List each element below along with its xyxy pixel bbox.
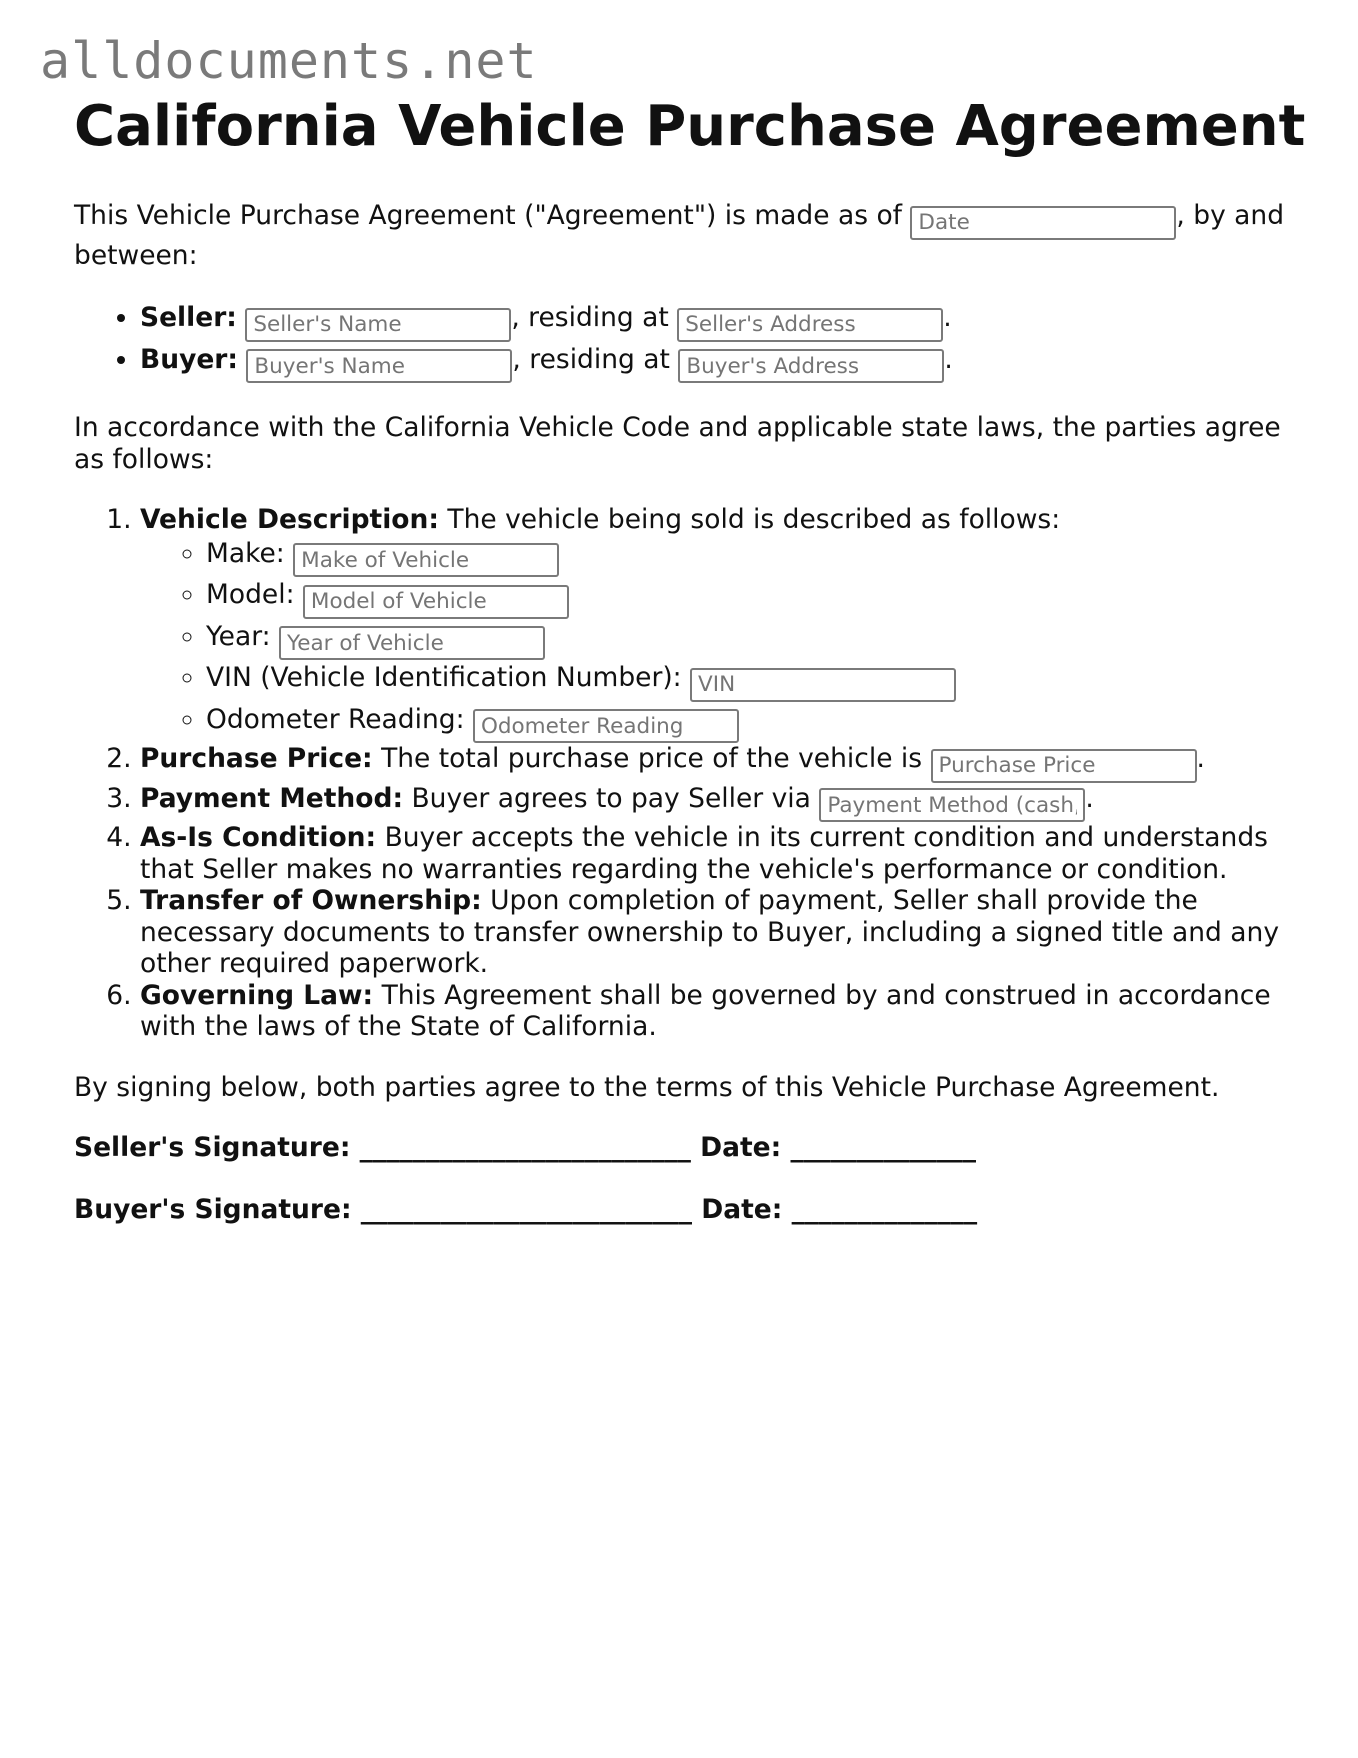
seller-label: Seller: (140, 302, 237, 333)
model-label: Model: (206, 579, 303, 610)
law-label: Governing Law: (140, 979, 374, 1011)
asis-text: Buyer accepts the vehicle in its current condition and understands that Seller makes no warranties regarding the vehicle's performance or condition. (140, 822, 1268, 885)
term-as-is-condition (140, 822, 1304, 885)
seller-item (140, 300, 1304, 342)
buyer-name-field[interactable] (246, 349, 512, 383)
seller-residing-text: , residing at (511, 302, 678, 333)
intro-paragraph (74, 200, 1304, 271)
closing-paragraph: By signing below, both parties agree to the terms of this Vehicle Purchase Agreement. (74, 1071, 1220, 1103)
purchase-price-field[interactable] (931, 749, 1197, 783)
vehicle-vin-field[interactable] (690, 668, 956, 702)
payment-text: Buyer agrees to pay Seller via (403, 782, 820, 814)
intro-text-end: , by and between: (74, 200, 1285, 271)
term-transfer-ownership (140, 885, 1304, 980)
vehicle-odometer-field[interactable] (473, 709, 739, 743)
price-text: The total purchase price of the vehicle is (372, 743, 931, 774)
transfer-text: Upon completion of payment, Seller shall provide the necessary documents to transfer ownership to Buyer, including a signed title and any other required paperwork. (140, 885, 1280, 979)
price-end-punct: . (1196, 743, 1205, 774)
document-title: California Vehicle Purchase Agreement (74, 94, 1306, 159)
law-text: This Agreement shall be governed by and construed in accordance with the laws of the State of California. (140, 979, 1271, 1042)
payment-label: Payment Method: (140, 782, 404, 814)
seller-address-field[interactable] (677, 308, 943, 342)
agreement-date-field[interactable] (910, 206, 1176, 240)
buyer-residing-text: , residing at (512, 343, 679, 375)
terms-list (74, 504, 1304, 1043)
vehicle-model-item (206, 577, 1304, 619)
asis-label: As-Is Condition: (140, 822, 377, 853)
vehicle-desc-text: The vehicle being sold is described as follows: (438, 504, 1061, 535)
watermark: alldocuments.net (40, 32, 538, 90)
vehicle-details-list (140, 536, 1304, 744)
seller-name-field[interactable] (245, 308, 511, 342)
odometer-label: Odometer Reading: (206, 703, 473, 735)
vehicle-odometer-item (206, 702, 1304, 744)
payment-method-field[interactable] (819, 788, 1085, 822)
buyer-label: Buyer: (140, 343, 238, 375)
intro-text: This Vehicle Purchase Agreement ("Agreement") is made as of (74, 200, 911, 231)
term-governing-law (140, 980, 1304, 1043)
price-label: Purchase Price: (140, 743, 373, 774)
term-vehicle-description (140, 504, 1304, 743)
make-label: Make: (206, 537, 294, 569)
buyer-address-field[interactable] (678, 349, 944, 383)
term-purchase-price (140, 743, 1304, 783)
buyer-item (140, 342, 1304, 384)
vehicle-make-field[interactable] (293, 543, 559, 577)
payment-end-punct: . (1085, 782, 1094, 814)
seller-end-punct: . (943, 302, 952, 333)
buyer-end-punct: . (944, 343, 953, 375)
vehicle-vin-item (206, 660, 1304, 702)
buyer-signature-line: Buyer's Signature: _________________________ Date: ______________ (74, 1193, 978, 1225)
vin-label: VIN (Vehicle Identification Number): (206, 662, 691, 693)
seller-signature-line: Seller's Signature: _________________________ Date: ______________ (74, 1132, 976, 1163)
vehicle-make-item (206, 536, 1304, 578)
parties-list (74, 300, 1304, 383)
vehicle-year-field[interactable] (279, 626, 545, 660)
transfer-label: Transfer of Ownership: (140, 885, 482, 916)
year-label: Year: (206, 620, 279, 652)
vehicle-desc-label: Vehicle Description: (140, 504, 439, 535)
document (74, 88, 1304, 1255)
vehicle-model-field[interactable] (303, 585, 569, 619)
accordance-paragraph: In accordance with the California Vehicle Code and applicable state laws, the parties agree as follows: (74, 412, 1281, 475)
term-payment-method (140, 783, 1304, 823)
vehicle-year-item (206, 619, 1304, 661)
